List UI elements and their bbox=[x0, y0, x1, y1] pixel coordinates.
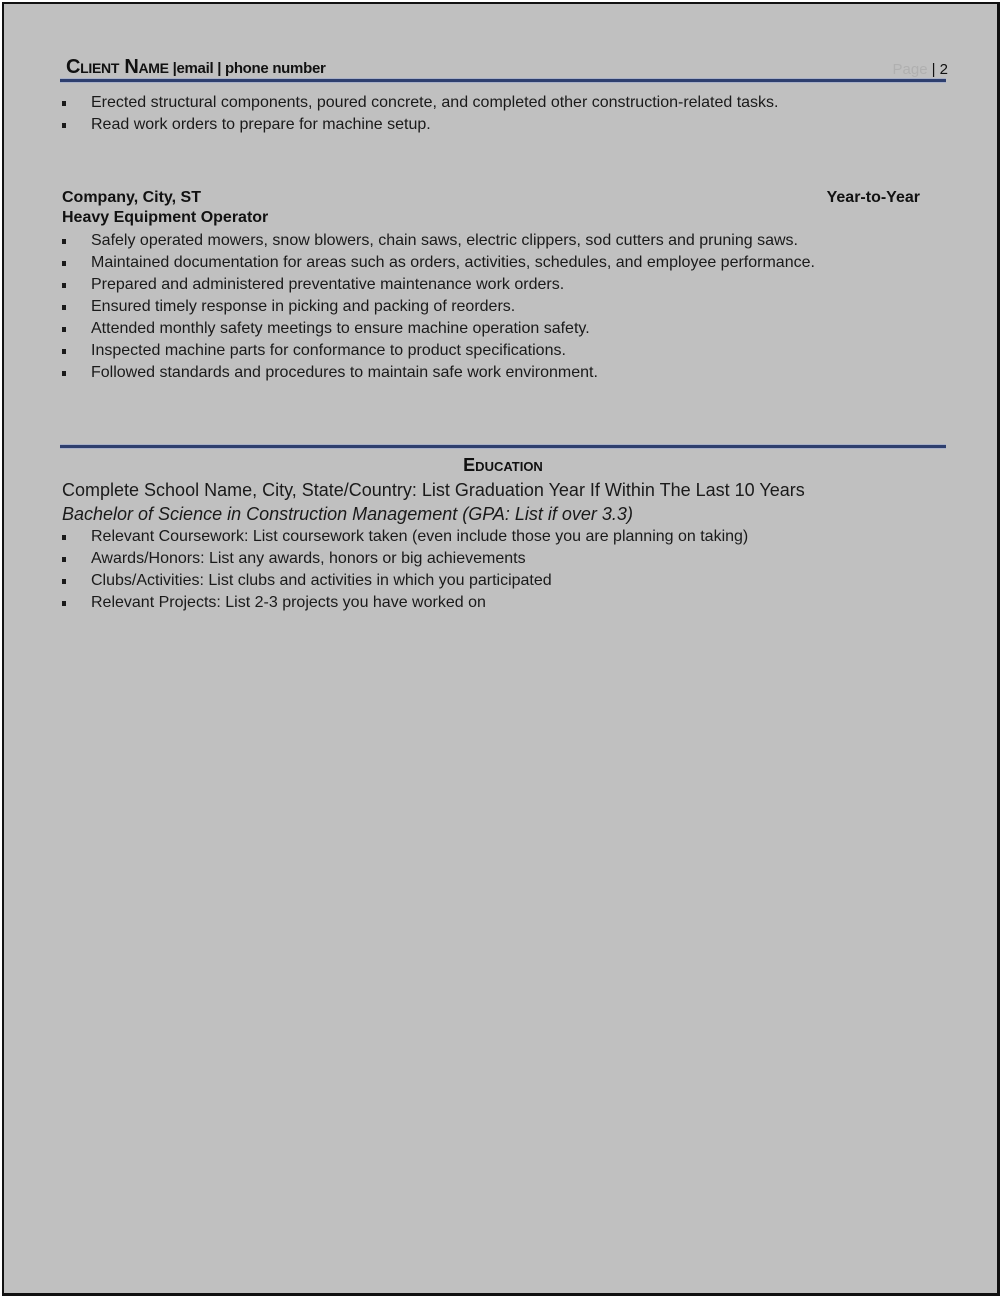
bullet-icon bbox=[62, 579, 66, 584]
job-bullets bbox=[62, 230, 815, 384]
client-name-line bbox=[66, 56, 326, 79]
list-item: Awards/Honors: List any awards, honors or big achievements bbox=[62, 548, 748, 570]
degree-line: Bachelor of Science in Construction Management (GPA: List if over 3.3) bbox=[62, 504, 633, 524]
bullet-icon bbox=[62, 535, 66, 540]
page-separator: | bbox=[931, 61, 936, 78]
bullet-icon bbox=[62, 371, 66, 376]
bullet-icon bbox=[62, 601, 66, 606]
bullet-icon bbox=[62, 557, 66, 562]
header-divider bbox=[60, 79, 946, 82]
education-bullets bbox=[62, 526, 748, 614]
education-divider bbox=[60, 445, 946, 448]
bullet-icon bbox=[62, 101, 66, 106]
page-number-value: 2 bbox=[939, 61, 948, 78]
list-item: Followed standards and procedures to maintain safe work environment. bbox=[62, 362, 815, 384]
bullet-icon bbox=[62, 283, 66, 288]
list-item: Relevant Projects: List 2-3 projects you have worked on bbox=[62, 592, 748, 614]
bullet-icon bbox=[62, 305, 66, 310]
previous-job-bullets bbox=[62, 92, 778, 136]
bullet-icon bbox=[62, 123, 66, 128]
bullet-icon bbox=[62, 327, 66, 332]
school-line: Complete School Name, City, State/Country: List Graduation Year If Within The Last 10 Years bbox=[62, 480, 805, 500]
list-item: Read work orders to prepare for machine setup. bbox=[62, 114, 778, 136]
bullet-icon bbox=[62, 349, 66, 354]
bullet-icon bbox=[62, 261, 66, 266]
list-item: Clubs/Activities: List clubs and activities in which you participated bbox=[62, 570, 748, 592]
job-dates: Year-to-Year bbox=[826, 189, 920, 206]
list-item: Relevant Coursework: List coursework taken (even include those you are planning on taking) bbox=[62, 526, 748, 548]
page-number bbox=[893, 61, 948, 78]
list-item: Attended monthly safety meetings to ensure machine operation safety. bbox=[62, 318, 815, 340]
list-item: Ensured timely response in picking and packing of reorders. bbox=[62, 296, 815, 318]
job-title: Heavy Equipment Operator bbox=[62, 209, 269, 226]
job-company: Company, City, ST bbox=[62, 189, 201, 206]
list-item: Inspected machine parts for conformance to product specifications. bbox=[62, 340, 815, 362]
list-item: Safely operated mowers, snow blowers, chain saws, electric clippers, sod cutters and pruning saws. bbox=[62, 230, 815, 252]
list-item: Maintained documentation for areas such as orders, activities, schedules, and employee performance. bbox=[62, 252, 815, 274]
client-name: Client Name bbox=[66, 56, 169, 78]
list-item: Prepared and administered preventative maintenance work orders. bbox=[62, 274, 815, 296]
bullet-icon bbox=[62, 239, 66, 244]
list-item: Erected structural components, poured concrete, and completed other construction-related tasks. bbox=[62, 92, 778, 114]
page-label: Page bbox=[892, 61, 928, 78]
contact-info: |email | phone number bbox=[168, 60, 326, 77]
education-heading: Education bbox=[463, 455, 543, 475]
